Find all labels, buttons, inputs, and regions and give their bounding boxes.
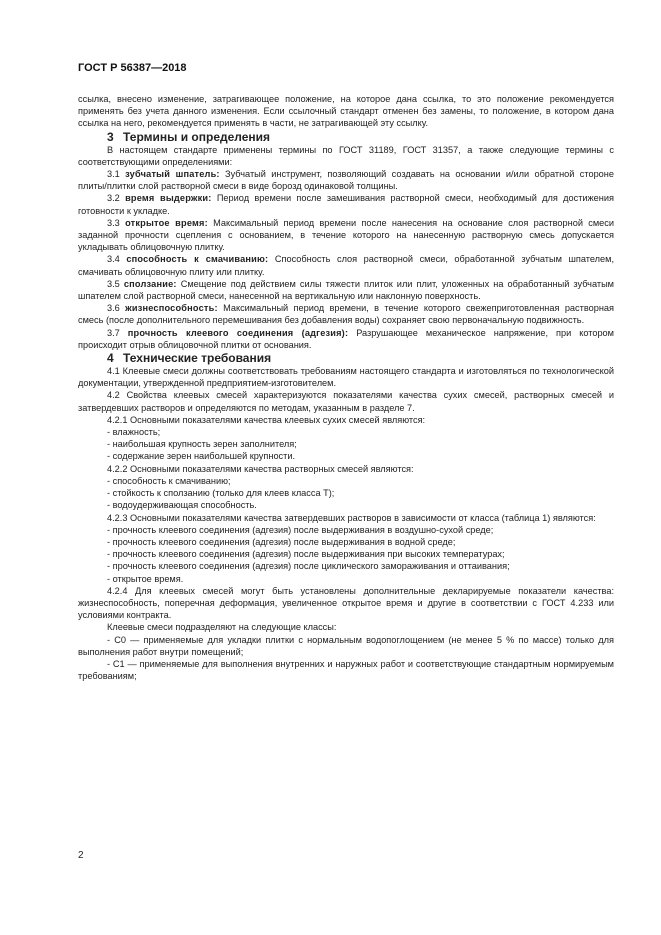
term-name: способность к смачиванию: xyxy=(126,254,269,265)
requirement-line: 4.2 Свойства клеевых смесей характеризуются показателями качества сухих смесей, растворных смесей и затвердевших растворов и определяются по методам, указанным в разделе 7. xyxy=(78,390,614,413)
requirement-line: 4.1 Клеевые смеси должны соответствовать требованиям настоящего стандарта и изготовляться по технологической документации, утвержденной предприятием-изготовителем. xyxy=(78,366,614,389)
term-number: 3.2 xyxy=(107,193,120,204)
term-definition: Зубчатый инструмент, позволяющий создавать на основании и/или обратной стороне плиты/плитки слой растворной смеси в виде борозд одинаковой толщины. xyxy=(78,169,614,192)
requirement-line: - водоудерживающая способность. xyxy=(107,500,257,511)
requirement-line: - наибольшая крупность зерен заполнителя; xyxy=(107,439,297,450)
term-definition: Максимальный период времени после нанесения на основание слоя растворной смеси заданной прочности сцепления с основанием, в течение которого на нанесенную растворную смесь допускается укладывать облицовочную плитку. xyxy=(78,217,614,253)
requirement-line: 4.2.4 Для клеевых смесей могут быть установлены дополнительные декларируемые показатели качества: жизнеспособность, поперечная деформация, увеличенное открытое время и другие в соответствии с ГОСТ 4.233 или условиями контракта. xyxy=(78,585,614,621)
section-3-lead: В настоящем стандарте применены термины по ГОСТ 31189, ГОСТ 31357, а также следующие термины с соответствующими определениями: xyxy=(78,144,614,167)
requirement-line: - стойкость к сползанию (только для клеев класса Т); xyxy=(107,488,335,499)
term-definition: Разрушающее механическое напряжение, при котором происходит отрыв облицовочной плитки от основания. xyxy=(78,327,614,350)
terms-list xyxy=(78,168,614,351)
term-definition: Период времени после замешивания растворной смеси, необходимый для достижения готовности к укладке. xyxy=(78,193,614,216)
term-definition: Максимальный период времени, в течение которого свежеприготовленная растворная смесь (после дополнительного перемешивания без добавления воды) сохраняет свою первоначальную подвижность. xyxy=(78,303,614,326)
page-header: ГОСТ Р 56387—2018 xyxy=(78,62,187,74)
requirement-line: - прочность клеевого соединения (адгезия) после выдерживания при высоких температурах; xyxy=(107,549,505,560)
term-number: 3.5 xyxy=(107,278,120,289)
requirement-line: - открытое время. xyxy=(107,573,184,584)
requirement-line: - прочность клеевого соединения (адгезия) после выдерживания в водной среде; xyxy=(107,536,456,547)
term-item xyxy=(78,327,614,351)
term-item xyxy=(78,217,614,254)
term-item xyxy=(78,168,614,192)
term-definition: Способность слоя растворной смеси, обработанной зубчатым шпателем, смачивать облицовочную плиту или плитку. xyxy=(78,254,614,277)
page-number: 2 xyxy=(78,850,84,861)
term-item xyxy=(78,278,614,302)
term-item xyxy=(78,192,614,216)
section-4-heading xyxy=(78,351,614,365)
section-3-heading xyxy=(78,130,614,144)
term-name: время выдержки: xyxy=(125,193,212,204)
requirement-line: - содержание зерен наибольшей крупности. xyxy=(107,451,296,462)
term-definition: Смещение под действием силы тяжести плиток или плит, уложенных на обработанный зубчатым шпателем слой растворной смеси, нанесенной на вертикальную или наклонную поверхность. xyxy=(78,278,614,302)
section-3-number: 3 xyxy=(107,129,114,144)
term-number: 3.1 xyxy=(107,169,120,180)
section-4-number: 4 xyxy=(107,351,114,366)
requirement-line: 4.2.2 Основными показателями качества растворных смесей являются: xyxy=(107,463,414,474)
term-number: 3.3 xyxy=(107,217,120,228)
page-content xyxy=(78,93,614,682)
term-name: жизнеспособность: xyxy=(125,303,218,314)
requirement-line: - С1 — применяемые для выполнения внутренних и наружных работ и соответствующие стандартным нормируемым требованиям; xyxy=(78,658,614,682)
section-3-title: Термины и определения xyxy=(123,129,271,144)
term-name: открытое время: xyxy=(125,217,208,228)
requirement-line: - С0 — применяемые для укладки плитки с нормальным водопоглощением (не менее 5 % по массе) только для выполнения работ внутри помещений; xyxy=(78,634,614,657)
section-4-title: Технические требования xyxy=(123,351,272,366)
requirement-line: - способность к смачиванию; xyxy=(107,475,231,486)
term-item xyxy=(78,302,614,326)
requirement-line: 4.2.3 Основными показателями качества затвердевших растворов в зависимости от класса (таблица 1) являются: xyxy=(107,512,596,523)
term-name: прочность клеевого соединения (адгезия): xyxy=(127,327,349,338)
term-name: сползание: xyxy=(123,278,177,289)
requirement-line: - прочность клеевого соединения (адгезия) после циклического замораживания и оттаивания; xyxy=(107,561,510,572)
term-number: 3.7 xyxy=(107,327,120,338)
requirements-list xyxy=(78,365,614,682)
requirement-line: Клеевые смеси подразделяют на следующие классы: xyxy=(107,622,337,633)
requirement-line: - прочность клеевого соединения (адгезия) после выдерживания в воздушно-сухой среде; xyxy=(107,524,494,535)
term-name: зубчатый шпатель: xyxy=(125,169,220,180)
term-number: 3.6 xyxy=(107,303,120,314)
term-number: 3.4 xyxy=(107,254,120,265)
intro-paragraph: ссылка, внесено изменение, затрагивающее положение, на которое дана ссылка, то это положение рекомендуется применять без учета данного изменения. Если ссылочный стандарт отменен без замены, то положение, в котором дана ссылка на него, рекомендуется применять в части, не затрагивающей эту ссылку. xyxy=(78,94,614,129)
term-item xyxy=(78,253,614,277)
requirement-line: - влажность; xyxy=(107,427,161,438)
requirement-line: 4.2.1 Основными показателями качества клеевых сухих смесей являются: xyxy=(107,414,426,425)
